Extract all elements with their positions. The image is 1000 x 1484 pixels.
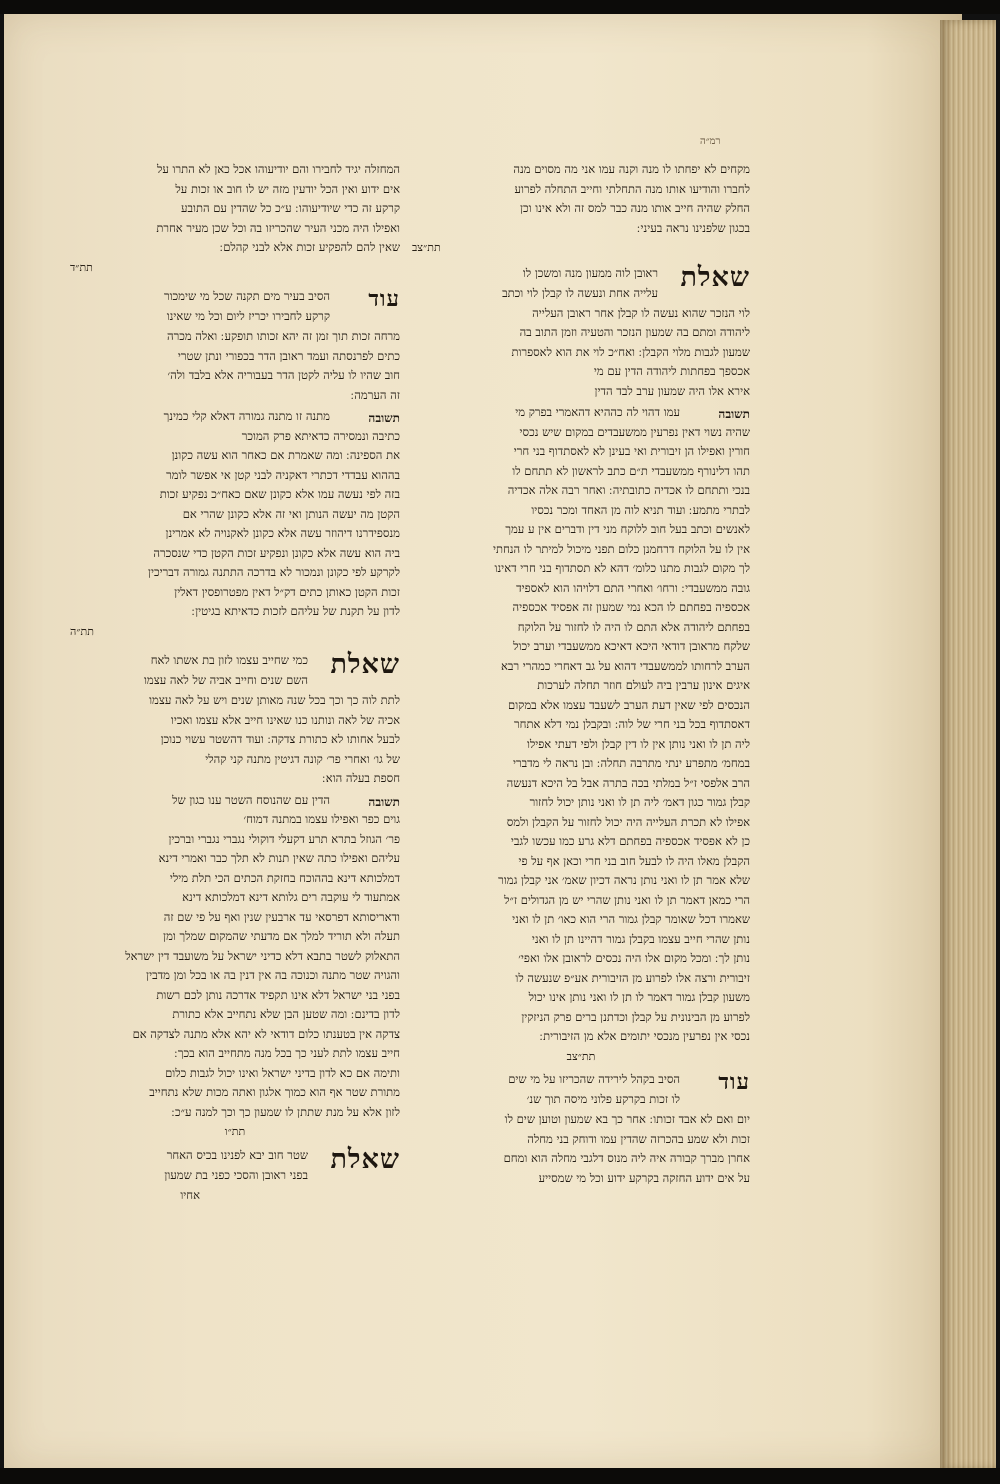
text-line: שאמרו דכל שאומר קבלן גמור הרי הוא כאו׳ תן לו ואני — [512, 912, 750, 926]
teshuvah-label: תשובה — [368, 411, 400, 425]
text-line: מנספידרנו דיהוזר עשה אלא כקונן לאקנויה לא אמרינן — [165, 526, 400, 540]
text-line: נותן לך ׃ ומכל מקום אלו היה נכסים לראובן אלו ואפי׳ — [518, 951, 750, 965]
text-line: תהו דלינורף ממשעבדי ת״ם כתב לראשון לא תתחם לו — [512, 463, 750, 478]
text-line: בזה לפי נעשה עמו אלא כקונן שאם כאח״כ נפקיע זכות — [159, 487, 400, 501]
text-line: אחרן מברך קבורה איה ליה מנוס דלגבי מחלה הוא ומחם — [503, 1151, 750, 1165]
text-line: לדון בדינם ׃ ומה שטען הבן שלא נתחייב אלא כתורת — [172, 1007, 400, 1021]
heading-line-1: ראובן לוה ממעון מנה ומשכן לו — [522, 265, 658, 280]
text-line: התאלוק לשטר בתבא דלא כדיני ישראל על משועבד דין ישראל — [125, 948, 400, 963]
page-edges — [940, 20, 996, 1470]
text-line: שמעון לגבות מלוי הקבלן ׃ ואח״כ לוי את הוא לאספרות — [511, 344, 750, 359]
teshuvah-row — [412, 405, 750, 425]
text-line: נכסי אין נפרעין מנכסי יתומים אלא מן הזיבורית ׃ — [539, 1029, 750, 1043]
text-line: עמו דהוי לה כההיא דהאמרי בפרק מי — [515, 405, 680, 419]
sheelah-section-2 — [70, 649, 400, 1142]
text-line: הנכסים לפי שאין דעת הערב לשעבד עצמו אלא במקום — [508, 697, 750, 712]
text-line: יום ואם לא אבד זכותו ׃ אחר כך בא שמעון וטוען שים לו — [504, 1112, 750, 1126]
scan-top-border — [0, 0, 1000, 14]
od-heading: עוד — [368, 286, 400, 312]
heading-line-2: השם שנים וחייב אביה של לאה עצמו — [143, 673, 308, 687]
sheelah-heading: שאלת — [680, 261, 750, 293]
sheelah-header — [70, 649, 400, 691]
text-line: של גו׳ ואחרי פר׳ קונה דגיטין מתנה קני קהלי — [205, 751, 400, 766]
signature-mark: תת״ו — [224, 1125, 246, 1138]
signature-mark: תת״ה — [70, 624, 94, 638]
text-line: לקרקע לפי כקונן ונמכור לא בדרכה התתנה גמורה דבריכין — [148, 565, 400, 579]
text-line: אכספיה בפחתם לו הכא נמי שמעון זה אפסיד אכספיה — [512, 600, 750, 614]
text-line: בפני בני ישראל דלא אינו תקפיד אדרכה נותן לכם רשות — [156, 987, 400, 1002]
text-line: פר׳ הגוזל בתרא תרע דקעלי דוקולי נגברי נגברי וברכין — [168, 831, 400, 846]
heading-line-1: כמי שחייב עצמו לזון בת אשתו לאח — [150, 653, 308, 667]
text-line: ותימה אם כא לדון בדיני ישראל ואינו יכול לגבות כלום — [165, 1065, 400, 1080]
text-line: אין לו על הלוקח דרחמנן כלום תפני מיכול למיתר לו הנחתי — [492, 541, 750, 556]
text-line: את הספינה ׃ ומה שאמרת אם כאחר הוא עשה כקונן — [171, 448, 400, 462]
text-line: נותן שהרי חייב עצמו בקבלן גמור דהיינו תן לו ואני — [531, 931, 750, 946]
od-body — [70, 327, 400, 405]
text-line: בפחתם ליהודה אלא התם לו היה לו לחזור על הלוקח — [517, 619, 750, 634]
text-line: לבעל אחותו לא כתורת צדקה ׃ ועוד דהשטר עשוי כנוכן — [160, 732, 400, 746]
text-line: ואפילו היה מכני העיר שהכריזו בה וכל שכן מעיר אחרת — [156, 220, 400, 235]
text-line: לבתרי מתמע ׃ ועוד תניא לוה מן האחד ומכר נכסיו — [531, 502, 750, 517]
text-line: ודאריסותא דפרסאי עד ארבעין שנין ואף על פי שם זה — [163, 909, 400, 924]
text-line: בנכי ותתחם לו אכדיה כתובתיה ׃ ואחר רבה אלה אכדיה — [507, 483, 750, 497]
text-line: לך מקום לגבות מתנו כלומ׳ דהא לא תסתדוף בני חרי דאינו — [494, 561, 750, 575]
heading-line-2: בפני ראובן והסכי כפני בת שמעון — [164, 1167, 308, 1182]
text-line: שאין להם להפקיע זכות אלא לבני קהלם ׃ — [219, 240, 400, 254]
text-line: חורין ואפילו הן זיבורית ואי בעינן לא לאסתדוף בני חרי — [513, 444, 750, 458]
text-line: אכיה של לאה ונותנו כנו שאינו חייב אלא עצמו ואכיו — [170, 712, 400, 727]
text-line: על אים ידוע החזקה בקרקע ידוע וכל מי שמסייע — [538, 1170, 750, 1185]
text-line: ליה תן לו ואני נותן אין לו דין קבלן ולפי דעתי אפילו — [526, 736, 750, 751]
signature-mark: תת״ד — [70, 260, 93, 274]
text-line: אים ידוע ואין הכל יודעין מזה יש לו חוב או זכות על — [175, 181, 400, 196]
text-line: שלא אמר תן לו ואני נותן נראה דכיון שאמ׳ אני קבלן גמור — [498, 873, 750, 887]
text-line: לזון אלא על מנת שתתן לו שמעון כך וכך למנה ע״כ ׃ — [171, 1104, 400, 1119]
text-line: אמתעוד לי עוקבה רים גלותא דינא דמלכותא דינא — [182, 890, 400, 904]
text-line: שהיה נשוי דאין נפרעין ממשעבדים במקום שיש נכסי — [519, 424, 750, 439]
text-line: צדקה אין בטענתו כלום דודאי לא יהא אלא מתנה לצדקה אם — [132, 1026, 400, 1041]
text-line: מקחים לא יפחתו לו מנה וקנה עמו אני מה מסוים מנה — [513, 162, 750, 176]
text-line: כתים לפרנסתה ועמד ראובן הדר בכפורי ונתן שטרי — [177, 348, 400, 363]
text-line: שלקח מראובן דודאי היכא דאיכא ממשעבדי וערב יכול — [513, 639, 750, 653]
heading-line-2: קרקע לחבירו יכריז ליום וכל מי שאינו — [166, 309, 330, 323]
od-body — [412, 1110, 750, 1188]
text-line: זה הערמה ׃ — [350, 387, 400, 402]
left-opening-block — [70, 160, 400, 258]
text-line: ליהודה ומתם בה שמעון הנזכר והטעיה וזמן התוב בה — [519, 325, 750, 339]
od-heading: עוד — [718, 1069, 750, 1095]
text-line: דמלכותא דינא בההוכח בחזקת הכתים הכי תלת מילי — [169, 870, 400, 885]
scan-bottom-border — [0, 1468, 1000, 1484]
od-section-left — [70, 285, 400, 641]
text-line: אפילו לא תכרת העלייה היה יכול לחזור על הקבלן ולמס — [506, 814, 750, 829]
teshuvah-row — [70, 793, 400, 813]
signature-mark: תת״צב — [412, 241, 441, 254]
heading-line-2: עלייה אחת ונעשה לו קבלן לוי וכתב — [502, 285, 658, 300]
text-line: לתת לוה כך וכך בכל שנה מאותן שנים ויש על לאה עצמו — [149, 693, 400, 707]
sheelah-header — [70, 1144, 400, 1186]
sheelah-body — [412, 304, 750, 402]
text-line: לאנשים וכתב בעל חוב ללוקח מני דין ודברים אין ע עמך — [505, 522, 750, 536]
catchword: אחיו — [180, 1187, 200, 1202]
text-line: מרחה זכות תוך זמן זה יהא זכותו תופקע ׃ ואלה מכרה — [166, 329, 400, 343]
text-line: כתיבה ונמסירה כדאיתא פרק המוכר — [241, 428, 400, 443]
text-line: עליהם ואפילו כתה שאין תנות לא תלך כבר ואמרי דינא — [158, 851, 400, 865]
od-header — [70, 285, 400, 327]
text-line: לפרוע מן הבינונית על קבלן וכדתנן ברים פרק הניזקין — [521, 1009, 750, 1024]
text-line: הקטן מה יעשה הנותן ואי זה אלא כקונן שהרי אם — [182, 506, 400, 521]
signature-mark: תת״צב — [566, 1049, 596, 1063]
text-line: אירא אלו היה שמעון ערב לבד הדין — [594, 383, 750, 398]
text-line: במחמ׳ מתפרע ינתי מתרבה תחלה ׃ ובן נראה לי מדברי — [512, 756, 750, 770]
text-line: בכגון שלפנינו נראה בעיני ׃ — [636, 220, 750, 235]
text-line: מתנה זו מתנה גמורה דאלא קלי כמינך — [163, 409, 330, 423]
text-line: המחזלה יגיד לחבירו והם יודיעוהו אכל כאן לא התרו על — [156, 162, 400, 176]
text-line: לדון על תקנת של עליהם לזכות כדאיתא בגיטין ׃ — [191, 604, 400, 618]
text-line: חוב שהיו לו עליה לקטן הדר בעבוריה אלא בלבד ולה׳ — [167, 368, 400, 382]
text-line: חספת בעלה הוא ׃ — [322, 771, 400, 785]
sheelah-heading: שאלת — [330, 649, 400, 680]
sheelah-section-3 — [70, 1144, 400, 1206]
text-line: כן לא אפסיד אכספיה בפחתם דלא גרע כמו עכשו לגבי — [510, 834, 750, 848]
text-line: ביה הוא עשה אלא כקונן ונפקיע זכות הקטן כדי שנסכרה — [153, 545, 400, 560]
sheelah-header — [412, 262, 750, 304]
text-line: חייב עצמו לתת לעני כך בכל מנה מתחייב הוא בכך ׃ — [174, 1046, 400, 1060]
page-corner-mark: רמ״ה — [700, 136, 721, 147]
teshuvah-row — [70, 409, 400, 429]
right-text-column — [412, 160, 750, 1185]
text-line: גוים כפר ואפילו עצמו במתנה דמוח׳ — [243, 812, 400, 826]
teshuvah-body — [412, 403, 750, 1047]
teshuvah-label: תשובה — [718, 407, 750, 421]
teshuvah-body — [70, 791, 400, 1123]
text-line: זכות הקטן כאותן כתים דק״ל דאין מפטרופסין דאלין — [174, 584, 400, 599]
text-line: הרב אלפסי ז״ל במלתי בכה בתרה אבל בל היכא דנעשה — [506, 775, 750, 790]
text-line: הערב לרחותו לממשעבדי דהוא על גב דאחרי כמהרי רבא — [501, 658, 750, 673]
heading-line-1: שטר חוב יבא לפנינו בכיס האחר — [166, 1147, 308, 1162]
teshuvah-label: תשובה — [368, 794, 400, 809]
text-line: בההוא עבדדי דכתרי דאקניה לבני קטן אי אפשר לומר — [166, 467, 400, 482]
teshuvah-body — [70, 407, 400, 622]
sheelah-body — [70, 691, 400, 789]
text-line: גובה ממשעבדי ׃ ורחו׳ ואחרי התם דלויהו הוא לאספיד — [516, 580, 750, 595]
text-line: דאסתדוף בכל בני חרי של לוה ׃ ובקבלן נמי דלא אתחר — [514, 717, 750, 731]
text-line: הקבלן מאלו היה לו לבעל חוב בני חרי וכאן אף על פי — [518, 853, 750, 868]
text-line: זיבורית ורצה אלו לפרוע מן הזיבורית אע״פ שנעשה לו — [515, 970, 750, 985]
sheelah-section-1 — [412, 262, 750, 1067]
text-line: משעון קבלן גמור דאמר לו תן לו ואני נותן אינו יכול — [528, 990, 750, 1004]
text-line: החלק שהיה חייב אותו מנה כבר למס זה ולא אינו וכן — [520, 201, 750, 215]
right-opening-block — [412, 160, 750, 238]
left-text-column — [70, 160, 400, 1200]
text-line: זכות ולא שמע בהכרזה שהדין עמו ודוחק בני מחלה — [527, 1131, 750, 1146]
text-line: לחברו והודיעו אותו מנה התחלתי וחייב התחלה לפרוע — [514, 181, 750, 196]
text-line: לוי הנזכר שהוא נעשה לו קבלן אחר ראובן העלייה — [532, 305, 750, 320]
heading-line-1: הסיב בקהל לירידה שהכריזו על מי שים — [508, 1072, 680, 1086]
od-section-right — [412, 1068, 750, 1188]
text-line: הרי כמאן דאמר תן לו ואני נותן שהרי יש מן הגדולים ז״ל — [504, 892, 750, 907]
heading-line-1: הסיב בעיר מים תקנה שכל מי שימכור — [163, 289, 330, 303]
text-line: מתורת שטר אף הוא כמוך אלגון ואתה מכות שלא נתחייב — [149, 1085, 400, 1099]
sheelah-heading: שאלת — [330, 1143, 400, 1175]
od-header — [412, 1068, 750, 1110]
text-line: איגים אינון ערבין ביה לעולם חוזר תחלה לערכות — [537, 678, 750, 692]
text-line: קבלן גמור כגון דאמ׳ ליה תן לו ואני נותן יכול לחזור — [529, 795, 750, 809]
text-line: והגויה שטר מתנה וכנוכה בה אין דנין בה או בכל ומן מדבין — [146, 968, 400, 982]
text-line: אכספך בפחתות ליהודה הדין עם מי — [593, 364, 750, 378]
text-line: הדין עם שהנוסח השטר ענו כגון של — [172, 792, 330, 807]
text-line: תעלה ולא תוריד למלך אם מדעתי שהמקום שמלך ומן — [163, 929, 400, 943]
text-line: קרקע זה כדי שיודיעוהו ׃ ע״כ כל שהדין עם התובע — [180, 201, 400, 215]
heading-line-2: לו זכות בקרקע פלוני מיסה תוך שנ׳ — [526, 1092, 680, 1106]
